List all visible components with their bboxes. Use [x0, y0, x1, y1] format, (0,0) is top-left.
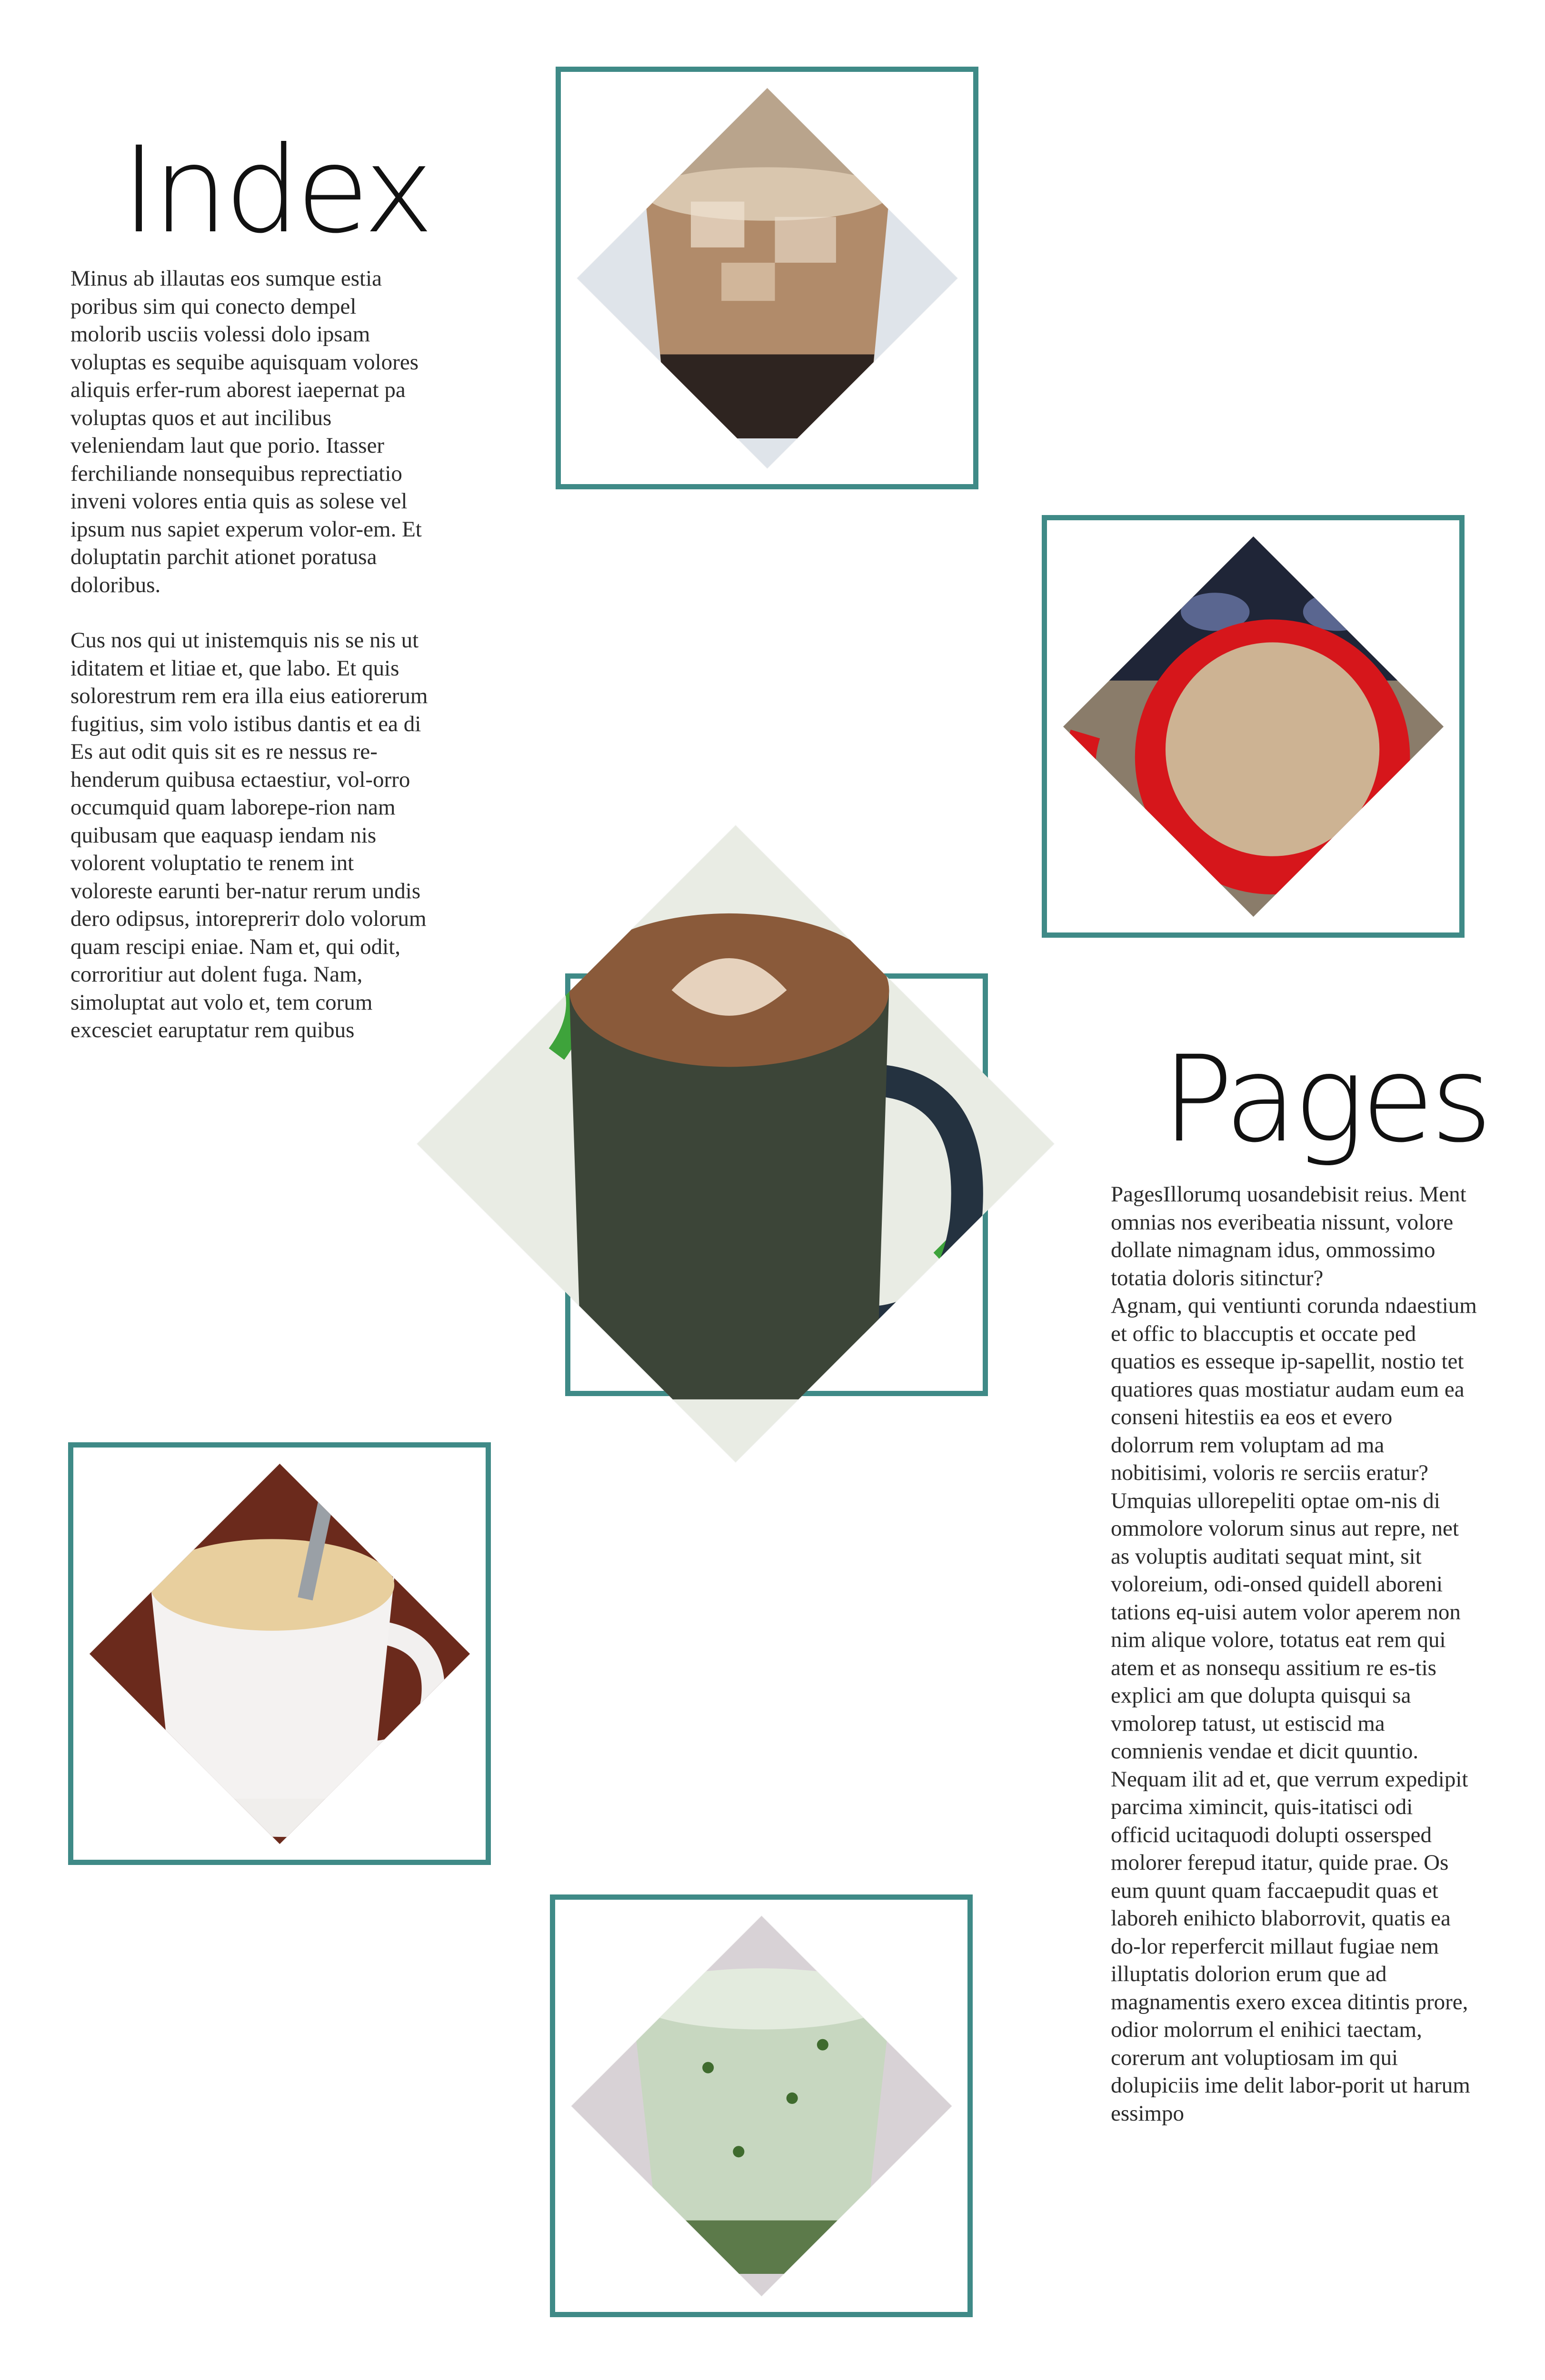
- pages-paragraph-2: Agnam, qui ventiunti corunda ndaestium et offic to blaccuptis et occate ped quatios es esseque ip-sapellit, nostio tet quatiores quas mostiatur audam eum ea conseni hitestiis ea eos et evero dolorrum rem voluptam ad ma nobitisimi, voloris re serciis eratur?: [1111, 1293, 1477, 1485]
- pages-title: Pages: [1162, 1030, 1489, 1169]
- index-paragraph-1: Minus ab illautas eos sumque estia poribus sim qui conecto dempel molorib usciis volessi dolo ipsam voluptas es sequibe aquisquam volores aliquis erfer-rum aborest iaepernat pa voluptas quos et aut incilibus veleniendam laut que porio. Itasser ferchiliande nonsequibus reprectiatio inveni volores entia quis as solese vel ipsum nus sapiet experum volor-em. Et doluptatin parchit ationet poratusa doloribus.: [70, 266, 422, 597]
- index-paragraph-2: Cus nos qui ut inistemquis nis se nis ut iditatem et litiae et, que labo. Et quis solorestrum rem era illa eius eatiorerum fugitius, sim volo istibus dantis et ea di: [70, 628, 428, 736]
- index-body: [70, 265, 432, 1044]
- pages-body: [1111, 1180, 1477, 2127]
- index-title: Index: [121, 121, 430, 259]
- index-paragraph-3: Es aut odit quis sit es re nessus re-henderum quibusa ectaestiur, vol-orro occumquid quam laborepe-rion nam quibusam que eaquasp iendam nis volorent voluptatio te renem int voloreste earunti ber-natur rerum undis dero odipsus, intorepreriт dolo volorum quam rescipi eniae. Nam et, qui odit, corroritiur aut dolent fuga. Nam, simoluptat aut volo et, tem corum excesciet earuptatur rem quibus: [70, 739, 427, 1042]
- pages-paragraph-3: Umquias ullorepeliti optae om-nis di ommolore volorum sinus aut repre, net as voluptis auditati sequat mint, sit voloreium, odi-onsed quidell aboreni tations eq-uisi autem volor aperem non nim alique volore, totatus eat rem qui atem et as nonsequ assitium re es-tis explici am que dolupta quisqui sa vmolorep tatust, ut estiscid ma comnienis vendae et dicit quuntio. Nequam ilit ad et, que verrum expedipit parcima ximincit, quis-itatisci odi officid ucitaquodi dolupti ossersped molorer ferepud itatur, quide prae. Os eum quunt quam faccaepudit quas et laboreh enihicto blaborrovit, quatis ea do-lor reperfercit millaut fugiae nem illuptatis dolorion erum que ad magnamentis exero excea ditintis prore, odior molorrum el enihici taectam, corerum ant voluptiosam im qui dolupiciis ime delit labor-porit ut harum essimpo: [1111, 1488, 1470, 2126]
- pages-paragraph-1: PagesIllorumq uosandebisit reius. Ment omnias nos everibeatia nissunt, volore dollate nimagnam idus, ommossimo totatia doloris sitinctur?: [1111, 1182, 1466, 1290]
